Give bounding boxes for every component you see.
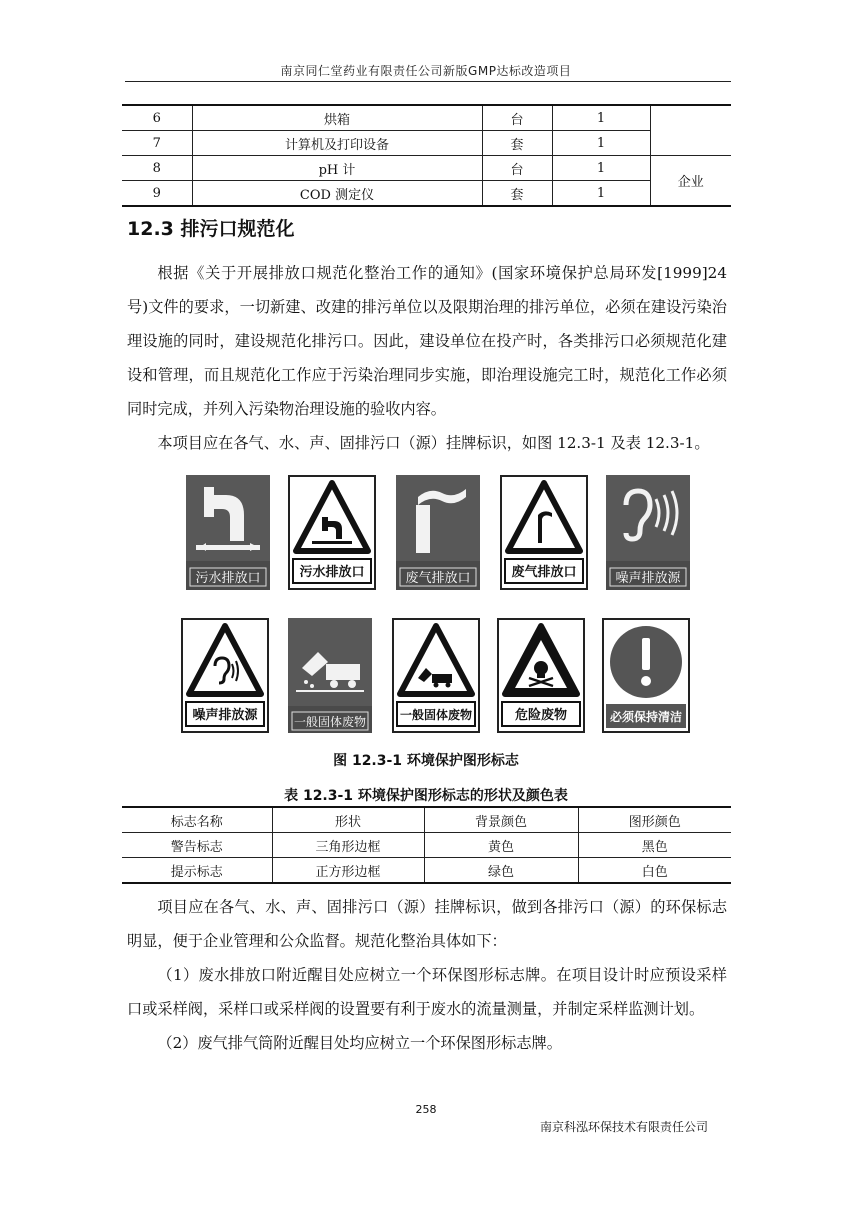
owner-empty bbox=[650, 105, 731, 156]
quantity: 1 bbox=[552, 181, 650, 207]
body-paragraph bbox=[127, 256, 727, 460]
table-cell: 绿色 bbox=[424, 858, 578, 884]
sign-label: 污水排放口 bbox=[195, 571, 261, 586]
sign-label: 噪声排放源 bbox=[615, 571, 681, 586]
column-header: 背景颜色 bbox=[424, 807, 578, 833]
table-cell: 白色 bbox=[578, 858, 731, 884]
noise-source-warning-sign bbox=[181, 618, 269, 733]
sewage-outlet-prompt-sign bbox=[186, 475, 270, 590]
table-row bbox=[122, 181, 731, 207]
sign-label: 废气排放口 bbox=[511, 565, 577, 580]
row-number: 7 bbox=[122, 131, 192, 156]
sign-label: 危险废物 bbox=[514, 708, 568, 723]
table-row bbox=[122, 156, 731, 181]
table-row bbox=[122, 833, 731, 858]
waste-gas-outlet-prompt-sign bbox=[396, 475, 480, 590]
paragraph-2: 本项目应在各气、水、声、固排污口（源）挂牌标识，如图 12.3-1 及表 12.3-1。 bbox=[157, 434, 710, 452]
header-rule bbox=[125, 81, 731, 82]
solid-waste-prompt-sign bbox=[288, 618, 372, 733]
table-cell: 提示标志 bbox=[122, 858, 272, 884]
keep-clean-sign bbox=[602, 618, 690, 733]
unit: 套 bbox=[482, 131, 552, 156]
column-header: 图形颜色 bbox=[578, 807, 731, 833]
hazardous-waste-warning-sign bbox=[497, 618, 585, 733]
table-cell: 警告标志 bbox=[122, 833, 272, 858]
row-number: 9 bbox=[122, 181, 192, 207]
table-cell: 三角形边框 bbox=[272, 833, 424, 858]
waste-gas-outlet-warning-sign bbox=[500, 475, 588, 590]
sewage-outlet-warning-sign bbox=[288, 475, 376, 590]
unit: 台 bbox=[482, 156, 552, 181]
paragraph-1: 根据《关于开展排放口规范化整治工作的通知》(国家环境保护总局环发[1999]24 号)文件的要求，一切新建、改建的排污单位以及限期治理的排污单位，必须在建设污染治理设施的同时，建设规范化排污口。因此，建设单位在投产时，各类排污口必须规范化建设和管理，而且规范化工作应于污染治理同步实施，即治理设施完工时，规范化工作必须同时完成，并列入污染物治理设施的验收内容。 bbox=[127, 264, 727, 418]
equipment-name: pH 计 bbox=[192, 156, 482, 181]
table-cell: 黑色 bbox=[578, 833, 731, 858]
sign-label: 一般固体废物 bbox=[399, 708, 473, 722]
table-header-row bbox=[122, 807, 731, 833]
footer-company: 南京科泓环保技术有限责任公司 bbox=[540, 1120, 709, 1134]
sign-label: 一般固体废物 bbox=[293, 715, 367, 729]
paragraph-4: （1）废水排放口附近醒目处应树立一个环保图形标志牌。在项目设计时应预设采样口或采样阀，采样口或采样阀的设置要有利于废水的流量测量，并制定采样监测计划。 bbox=[127, 966, 727, 1018]
equipment-table bbox=[122, 104, 731, 207]
equipment-name: COD 测定仪 bbox=[192, 181, 482, 207]
paragraph-5: （2）废气排气筒附近醒目处均应树立一个环保图形标志牌。 bbox=[157, 1034, 562, 1052]
table-row bbox=[122, 105, 731, 131]
table-caption: 表 12.3-1 环境保护图形标志的形状及颜色表 bbox=[284, 788, 568, 804]
body-paragraph bbox=[127, 890, 727, 1060]
quantity: 1 bbox=[552, 131, 650, 156]
quantity: 1 bbox=[552, 156, 650, 181]
table-row bbox=[122, 858, 731, 884]
paragraph-3: 项目应在各气、水、声、固排污口（源）挂牌标识，做到各排污口（源）的环保标志明显，便于企业管理和公众监督。规范化整治具体如下： bbox=[127, 898, 727, 950]
row-number: 6 bbox=[122, 105, 192, 131]
header-title: 南京同仁堂药业有限责任公司新版GMP达标改造项目 bbox=[280, 64, 572, 78]
sign-shape-color-table bbox=[122, 806, 731, 884]
column-header: 形状 bbox=[272, 807, 424, 833]
equipment-name: 计算机及打印设备 bbox=[192, 131, 482, 156]
solid-waste-warning-sign bbox=[392, 618, 480, 733]
sign-label: 污水排放口 bbox=[299, 565, 365, 580]
sign-label: 噪声排放源 bbox=[192, 708, 258, 723]
figure-caption: 图 12.3-1 环境保护图形标志 bbox=[333, 753, 519, 769]
unit: 台 bbox=[482, 105, 552, 131]
section-title: 12.3 排污口规范化 bbox=[127, 218, 295, 240]
quantity: 1 bbox=[552, 105, 650, 131]
owner: 企业 bbox=[650, 156, 731, 207]
column-header: 标志名称 bbox=[122, 807, 272, 833]
row-number: 8 bbox=[122, 156, 192, 181]
table-cell: 正方形边框 bbox=[272, 858, 424, 884]
table-cell: 黄色 bbox=[424, 833, 578, 858]
equipment-name: 烘箱 bbox=[192, 105, 482, 131]
sign-label: 必须保持清洁 bbox=[609, 710, 683, 724]
table-row bbox=[122, 131, 731, 156]
page-number: 258 bbox=[415, 1103, 437, 1116]
noise-source-prompt-sign bbox=[606, 475, 690, 590]
unit: 套 bbox=[482, 181, 552, 207]
sign-label: 废气排放口 bbox=[405, 571, 471, 586]
